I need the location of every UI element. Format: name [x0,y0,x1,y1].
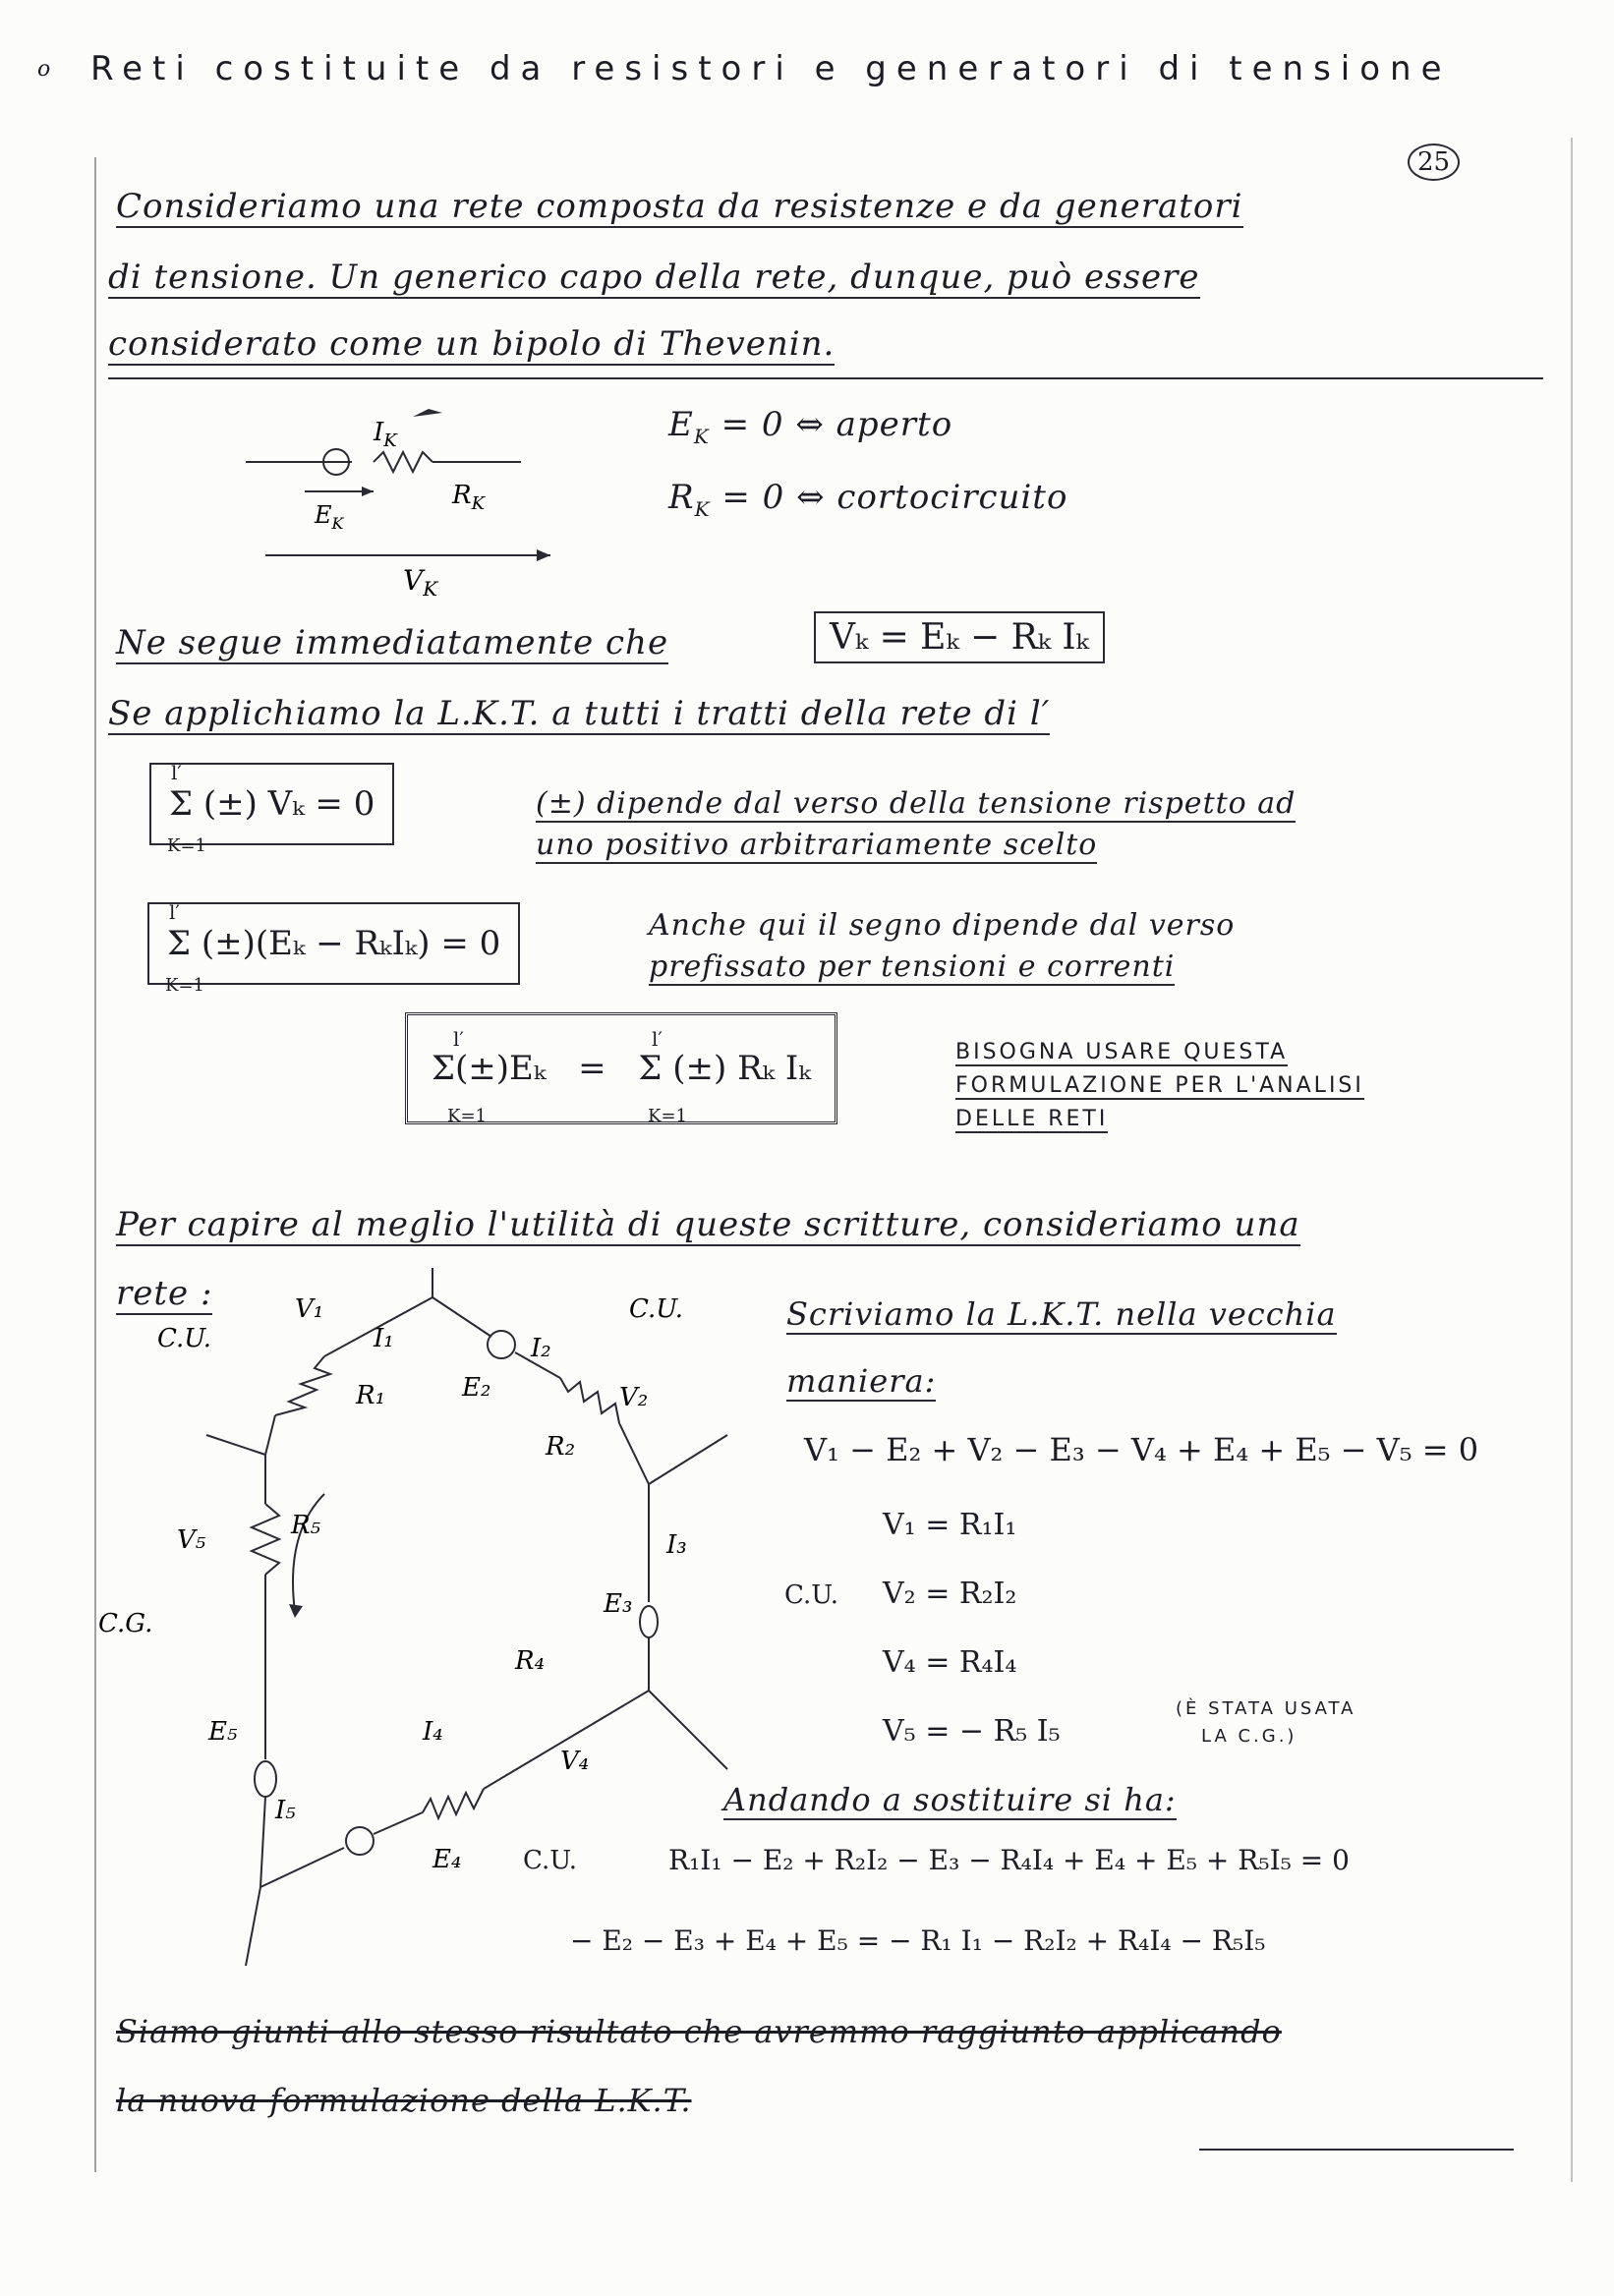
eq3-right-sum-bottom: K=1 [648,1106,687,1126]
circuit-label-i3: I₃ [666,1530,687,1560]
eq2-note-2: prefissato per tensioni e correnti [649,949,1176,984]
circuit-label-e5: E₅ [208,1717,238,1747]
circuit-label-i1: I₁ [374,1324,394,1353]
branch-4-mid-wire [374,1812,423,1834]
conclusion-line-1: Siamo giunti allo stesso risultato che avremmo raggiunto applicando [116,2013,1282,2050]
substitution-heading: Andando a sostituire si ha: [723,1781,1177,1818]
eq1-note-1: (±) dipende dal verso della tensione rispetto ad [536,786,1297,821]
condition-open-symbol: E [668,405,694,444]
intro-line-3: considerato come un bipolo di Thevenin. [108,324,836,364]
resistance-label: R [452,481,472,510]
eq1-sum-bottom: K=1 [167,835,206,856]
relation-v2: V₂ = R₂I₂ [883,1577,1017,1611]
left-margin-rule [94,157,96,2172]
current-label-sub: K [383,430,397,451]
eq1-text: Σ (±) Vₖ = 0 [169,784,375,824]
emf-label: E [315,501,332,529]
relation-v4: V₄ = R₄I₄ [883,1645,1017,1680]
r4-resistor [423,1789,484,1818]
relation-cu-label: C.U. [784,1580,839,1610]
branch-4-left-wire [260,1848,344,1887]
separator-line [108,377,1543,379]
bullet-dot: o [37,57,51,82]
r2-resistor [560,1378,619,1423]
substitution-cu-label: C.U. [523,1846,578,1875]
eq3-right: Σ (±) Rₖ Iₖ [638,1049,811,1088]
r1-resistor [275,1356,330,1415]
example-intro-1: Per capire al meglio l'utilità di queste scritture, consideriamo una [116,1205,1300,1244]
circuit-label-r1: R₁ [356,1381,385,1410]
lkt-intro: Se applichiamo la L.K.T. a tutti i tratti della rete di l′ [108,694,1051,733]
voltage-label: V [403,564,424,597]
eq3-left: Σ(±)Eₖ [432,1049,547,1088]
right-intro-1: Scriviamo la L.K.T. nella vecchia [786,1295,1337,1333]
eq3-left-sum-bottom: K=1 [447,1106,487,1126]
lkt-old-equation: V₁ − E₂ + V₂ − E₃ − V₄ + E₄ + E₅ − V₅ = 0 [804,1431,1479,1468]
eq3-right-sum-top: l′ [652,1027,663,1051]
eq2-sum-top: l′ [169,900,180,924]
substitution-equation-b: − E₂ − E₃ + E₄ + E₅ = − R₁ I₁ − R₂I₂ + R₄I₄ − R₅I₅ [570,1924,1266,1957]
e4-source [346,1827,374,1855]
left-node-stub [206,1435,265,1455]
circuit-label-e2: E₂ [462,1373,491,1403]
circuit-label-v2: V₂ [619,1383,649,1412]
bottom-left-stub [246,1887,260,1966]
condition-open-rest: = 0 ⇔ aperto [709,405,953,444]
example-intro-2: rete : [116,1274,213,1313]
relation-v1: V₁ = R₁I₁ [883,1508,1017,1542]
bottom-right-stub [649,1691,727,1769]
eq3-left-sum-top: l′ [453,1027,464,1051]
right-intro-2: maniera: [786,1362,937,1400]
voltage-arrowhead-icon [537,549,550,561]
intro-line-1: Consideriamo una rete composta da resistenze e da generatori [116,187,1243,226]
condition-open [668,405,952,448]
circuit-label-cg: C.G. [98,1609,153,1638]
condition-open-sub: K [693,424,710,448]
eq2-text: Σ (±)(Eₖ − RₖIₖ) = 0 [167,924,501,963]
circuit-label-i5: I₅ [275,1796,296,1825]
r5-resistor [252,1504,279,1575]
e5-source [255,1761,276,1797]
closing-rule [1199,2149,1514,2151]
loop-arrow-icon [289,1604,303,1618]
circuit-label-i2: I₂ [531,1334,551,1363]
circuit-label-r4: R₄ [515,1646,545,1676]
branch-2-wire [432,1297,491,1337]
eq1-formula [149,761,394,856]
circuit-label-v4: V₄ [560,1747,590,1776]
branch-1-lower-wire [265,1415,275,1455]
eq2-note-1: Anche qui il segno dipende dal verso [649,908,1236,943]
resistor-icon [374,452,432,472]
page-title: Reti costituite da resistori e generatori di tensione [90,49,1452,88]
e2-source [488,1331,515,1358]
svg-text:EK [314,501,345,533]
intro-line-2: di tensione. Un generico capo della rete, dunque, può essere [108,258,1200,297]
eq3-note-1: BISOGNA USARE QUESTA [955,1040,1289,1064]
eq3-formula [405,1012,837,1124]
current-label: I [374,418,384,447]
circuit-label-cu-left: C.U. [157,1324,212,1353]
eq1-sum-top: l′ [171,761,182,784]
relation-v5: V₅ = − R₅ I₅ [883,1714,1061,1749]
svg-text:RK [451,481,487,514]
circuit-label-v1: V₁ [295,1294,324,1324]
circuit-label-i4: I₄ [423,1717,443,1747]
substitution-equation-a: R₁I₁ − E₂ + R₂I₂ − E₃ − R₄I₄ + E₄ + E₅ + R₅I₅ = 0 [668,1844,1350,1876]
resistance-label-sub: K [471,493,486,514]
eq3-note-2: FORMULAZIONE PER L'ANALISI [955,1073,1364,1098]
condition-short-rest: = 0 ⇔ cortocircuito [710,478,1068,517]
e3-source [640,1606,658,1637]
circuit-label-r2: R₂ [546,1432,575,1462]
emf-arrowhead-icon [362,487,374,496]
relation-v5-note-2: LA C.G.) [1201,1726,1297,1747]
relation-v5-note-1: (È STATA USATA [1176,1698,1356,1719]
condition-short-symbol: R [668,478,695,517]
condition-short [668,478,1067,521]
right-node-stub [649,1435,727,1484]
eq1-note-2: uno positivo arbitrariamente scelto [536,828,1098,862]
circuit-label-r5: R₅ [291,1511,320,1540]
conclusion-line-2: la nuova formulazione della L.K.T. [116,2082,692,2119]
eq3-equals: = [578,1049,606,1088]
page-number: 25 [1408,144,1460,181]
thevenin-equation: Vₖ = Eₖ − Rₖ Iₖ [814,611,1105,663]
svg-text:IK [373,418,398,451]
branch-2-lower-wire [619,1423,649,1484]
current-arrow-icon [413,409,442,417]
circuit-label-v5: V₅ [177,1525,206,1555]
consequence-text: Ne segue immediatamente che [116,623,669,662]
emf-label-sub: K [331,514,344,533]
voltage-label-sub: K [423,577,438,600]
eq2-sum-bottom: K=1 [165,975,204,996]
svg-text:VK [403,564,438,600]
circuit-label-cu-right: C.U. [629,1294,684,1324]
right-margin-rule [1571,138,1573,2182]
eq3-note-3: DELLE RETI [955,1107,1109,1131]
condition-short-sub: K [694,496,711,521]
eq2-formula [147,900,520,996]
bipole-diagram [236,393,609,600]
circuit-label-e4: E₄ [432,1845,462,1874]
circuit-label-e3: E₃ [604,1589,633,1619]
branch-5-lower-wire [260,1797,265,1887]
